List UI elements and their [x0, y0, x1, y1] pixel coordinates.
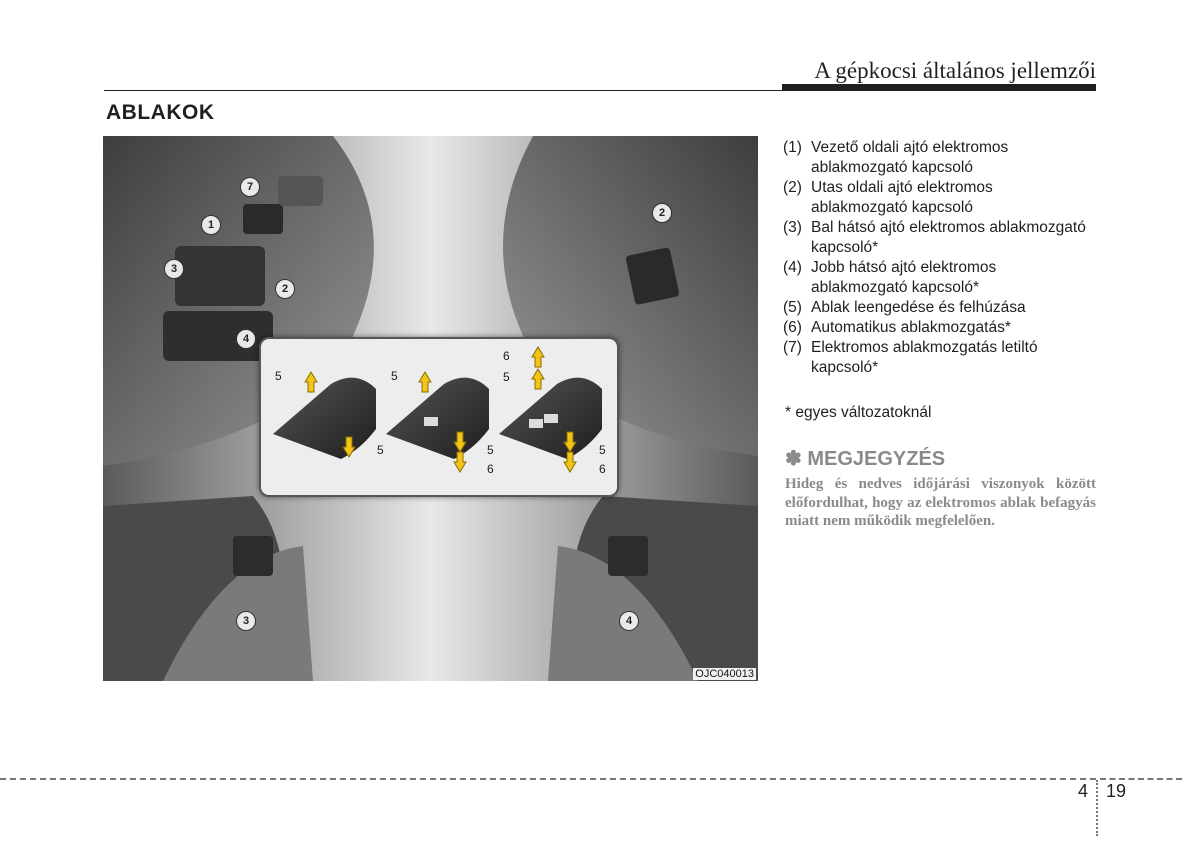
- footer-rule: [0, 778, 1096, 780]
- footer-rule-right: [1100, 778, 1182, 780]
- legend-list: [783, 138, 1093, 378]
- legend-item: [783, 178, 1093, 218]
- footnote: * egyes változatoknál: [785, 404, 932, 421]
- legend-item: [783, 338, 1093, 378]
- switch-operation-inset: [259, 337, 619, 497]
- note-title-text: MEGJEGYZÉS: [807, 448, 946, 470]
- header-rule: [104, 90, 782, 91]
- legend-text: Utas oldali ajtó elektromos ablakmozgató kapcsoló: [811, 179, 993, 216]
- switch-3: [499, 347, 602, 472]
- note-title: [785, 446, 945, 471]
- label-switch3-up-1: 6: [503, 349, 510, 363]
- legend-text: Vezető oldali ajtó elektromos ablakmozgató kapcsoló: [811, 139, 1009, 176]
- callout-7: 7: [240, 177, 260, 197]
- label-switch2-up: 5: [391, 369, 398, 383]
- legend-number: (7): [783, 339, 802, 356]
- label-switch1-down: 5: [377, 443, 384, 457]
- legend-number: (4): [783, 259, 802, 276]
- legend-number: (5): [783, 299, 802, 316]
- label-switch3-up-2: 5: [503, 370, 510, 384]
- legend-text: Jobb hátsó ajtó elektromos ablakmozgató kapcsoló*: [811, 259, 997, 296]
- note-body: Hideg és nedves időjárási viszonyok között előfordulhat, hogy az elektromos ablak befagyás miatt nem működik megfelelően.: [785, 476, 1096, 529]
- legend-number: (3): [783, 219, 802, 236]
- callout-2-passenger: 2: [652, 203, 672, 223]
- label-switch3-down-1: 5: [599, 443, 606, 457]
- switch-diagrams: [261, 339, 617, 495]
- callout-4: 4: [236, 329, 256, 349]
- legend-number: (2): [783, 179, 802, 196]
- callout-3: 3: [164, 259, 184, 279]
- switch-2: [386, 372, 489, 472]
- legend-item: [783, 138, 1093, 178]
- label-switch2-down-1: 5: [487, 443, 494, 457]
- callout-1: 1: [201, 215, 221, 235]
- legend-item: [783, 218, 1093, 258]
- label-switch2-down-2: 6: [487, 462, 494, 476]
- legend-number: (1): [783, 139, 802, 156]
- switch-1: [273, 372, 376, 459]
- footer-divider: [1096, 780, 1098, 836]
- figure-code: OJC040013: [695, 668, 754, 680]
- callout-4-rear-right: 4: [619, 611, 639, 631]
- page-number: 19: [1106, 781, 1127, 801]
- legend-text: Ablak leengedése és felhúzása: [811, 299, 1026, 316]
- label-switch1-up: 5: [275, 369, 282, 383]
- label-switch3-down-2: 6: [599, 462, 606, 476]
- callout-3-rear-left: 3: [236, 611, 256, 631]
- legend-item: [783, 318, 1093, 338]
- page-chapter: 4: [1078, 781, 1089, 801]
- window-switch-figure: [103, 136, 758, 681]
- callout-2: 2: [275, 279, 295, 299]
- section-title: ABLAKOK: [106, 101, 215, 124]
- chapter-title: A gépkocsi általános jellemzői: [814, 58, 1096, 83]
- legend-text: Elektromos ablakmozgatás letiltó kapcsoló*: [811, 339, 1038, 376]
- legend-item: [783, 298, 1093, 318]
- header-rule-accent: [782, 84, 1096, 91]
- note-asterisk-icon: ✽: [785, 448, 802, 470]
- legend-item: [783, 258, 1093, 298]
- legend-number: (6): [783, 319, 802, 336]
- legend-text: Automatikus ablakmozgatás*: [811, 319, 1011, 336]
- legend-text: Bal hátsó ajtó elektromos ablakmozgató kapcsoló*: [811, 219, 1086, 256]
